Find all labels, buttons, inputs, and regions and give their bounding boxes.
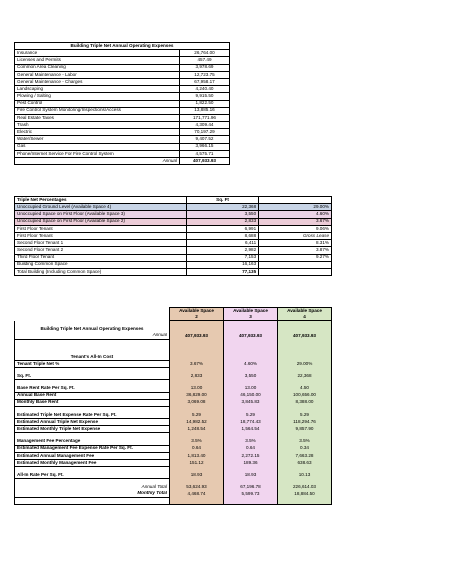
row-value: 407,933.93 (278, 333, 332, 340)
expense-value: 67,958.17 (180, 78, 230, 85)
column-header: Available Space 4 (278, 308, 332, 321)
row-value: 4.60% (224, 360, 278, 367)
table-row (15, 57, 230, 64)
expense-value: 457.49 (180, 57, 230, 64)
table-row (15, 218, 332, 225)
space-percent: 4.60% (259, 211, 332, 218)
tenant-all-in-cost-table (14, 307, 332, 505)
row-value (224, 354, 278, 361)
expense-value: 4,309.44 (180, 122, 230, 129)
expense-label: General Maintenance - Charges (15, 78, 180, 85)
row-value: 13.00 (224, 385, 278, 392)
row-value: 29.00% (278, 360, 332, 367)
row-value: 0.64 (224, 445, 278, 452)
expense-label: Phone/Internet Service For Fire Control System (15, 150, 180, 157)
table-header-row (15, 43, 230, 50)
row-label: Estimated Triple Net Expense Rate Per Sq. Ft. (15, 412, 170, 419)
space-sqft: 16,163 (186, 261, 258, 268)
expense-value: 12,723.75 (180, 71, 230, 78)
row-label: Annual Base Rent (15, 392, 170, 399)
row-value: 10.13 (278, 472, 332, 479)
row-value: 100,656.00 (278, 392, 332, 399)
expense-label: Landscaping (15, 86, 180, 93)
space-percent: 9.27% (259, 254, 332, 261)
row-value: 22,368 (278, 373, 332, 380)
space-percent: Gross Lease (259, 232, 332, 239)
space-label: Second Floor Tenant 2 (15, 247, 187, 254)
table-row (15, 385, 332, 392)
table-row (15, 261, 332, 268)
table-row (15, 50, 230, 57)
space-percent (259, 261, 332, 268)
row-label: Building Triple Net Annual Operating Expenses (15, 326, 170, 332)
row-value: 53,624.93 (170, 484, 224, 490)
row-value: 1,564.54 (224, 426, 278, 433)
row-value: 3.5% (278, 438, 332, 445)
table-row (15, 426, 332, 433)
row-label (15, 339, 170, 354)
table-row (15, 211, 332, 218)
row-value: 4,468.74 (170, 491, 224, 498)
expense-value: 171,771.96 (180, 114, 230, 121)
space-sqft: 2,833 (186, 218, 258, 225)
row-value: 46,150.00 (224, 392, 278, 399)
space-label: Second Floor Tenant 1 (15, 240, 187, 247)
space-percent: 8.31% (259, 240, 332, 247)
table-row (15, 204, 332, 211)
space-sqft: 8,688 (186, 232, 258, 239)
row-label: Monthly Base Rent (15, 399, 170, 406)
row-value: 18.93 (170, 472, 224, 479)
triple-net-percentages-table (14, 196, 332, 276)
expense-value: 13,885.16 (180, 107, 230, 114)
table-row (15, 247, 332, 254)
row-label: Tenant Triple Net % (15, 360, 170, 367)
table-row (15, 143, 230, 150)
table-row (15, 71, 230, 78)
space-label: Unoccupied Ground Level (Available Space 4) (15, 204, 187, 211)
table-row (15, 412, 332, 419)
row-value: 18.93 (224, 472, 278, 479)
row-value: 3,845.83 (224, 399, 278, 406)
table-row (15, 86, 230, 93)
expense-label: Real Estate Taxes (15, 114, 180, 121)
row-value: 226,614.03 (278, 484, 332, 490)
row-value: 407,933.93 (170, 333, 224, 340)
space-sqft: 3,550 (186, 211, 258, 218)
expense-label: Insurance (15, 50, 180, 57)
row-label: Monthly Total (15, 491, 170, 498)
space-sqft: 6,991 (186, 225, 258, 232)
space-label: First Floor Tenant (15, 232, 187, 239)
expense-value: 4,240.40 (180, 86, 230, 93)
row-label: Management Fee Percentage (15, 438, 170, 445)
space-percent: 3.67% (259, 218, 332, 225)
expense-label: Gas (15, 143, 180, 150)
row-value: 189.36 (224, 460, 278, 467)
row-value: 8,388.00 (278, 399, 332, 406)
row-label: Estimated Annual Management Fee (15, 452, 170, 459)
row-value (278, 354, 332, 361)
row-value: 36,829.00 (170, 392, 224, 399)
row-label: Annual (15, 333, 170, 340)
expense-value: 1,822.50 (180, 100, 230, 107)
row-value: 3.5% (224, 438, 278, 445)
row-value: 407,933.93 (224, 333, 278, 340)
row-value: 4.50 (278, 385, 332, 392)
expense-value: 3,978.69 (180, 64, 230, 71)
row-value (278, 497, 332, 504)
row-label: Estimated Monthly Management Fee (15, 460, 170, 467)
row-value: 7,663.28 (278, 452, 332, 459)
row-value: 13.00 (170, 385, 224, 392)
space-label: Unoccupied Space on First Floor (Available Space 3) (15, 211, 187, 218)
space-sqft: 6,411 (186, 240, 258, 247)
table-row (15, 460, 332, 467)
table-row (15, 100, 230, 107)
row-value: 0.64 (170, 445, 224, 452)
row-value: 3.67% (170, 360, 224, 367)
table-row (15, 399, 332, 406)
expense-label: Common Area Cleaning (15, 64, 180, 71)
column-header: Available Space 2 (170, 308, 224, 321)
row-value: 118,294.76 (278, 419, 332, 426)
space-sqft: 2,982 (186, 247, 258, 254)
row-value: 3,069.08 (170, 399, 224, 406)
table-header-row (15, 197, 332, 204)
row-value (224, 497, 278, 504)
table-row (15, 491, 332, 498)
expense-value: 26,764.00 (180, 50, 230, 57)
space-percent: 9.06% (259, 225, 332, 232)
row-value: 638.63 (278, 460, 332, 467)
expense-label: Plowing / Salting (15, 93, 180, 100)
row-label: Annual Total (15, 484, 170, 490)
table-row (15, 445, 332, 452)
space-label: Unoccupied Space on First Floor (Available Space 2) (15, 218, 187, 225)
expense-value: 3,966.15 (180, 143, 230, 150)
table-row (15, 129, 230, 136)
row-label: Sq. Ft. (15, 373, 170, 380)
row-label: Tenant's All-In Cost (15, 354, 170, 361)
row-value: 2,272.15 (224, 452, 278, 459)
table-row (15, 114, 230, 121)
table-row (15, 472, 332, 479)
row-value: 5.29 (278, 412, 332, 419)
space-percent: 29.00% (259, 204, 332, 211)
space-label: Building Common Space (15, 261, 187, 268)
space-label: Total Building (Including Common Space) (15, 268, 187, 275)
row-value (278, 339, 332, 354)
table-row (15, 107, 230, 114)
row-value: 14,982.52 (170, 419, 224, 426)
row-value (170, 497, 224, 504)
table-row (15, 497, 332, 504)
space-sqft: 22,368 (186, 204, 258, 211)
row-label: Estimated Management Fee Expense Rate Per Sq. Ft. (15, 445, 170, 452)
row-value: 151.12 (170, 460, 224, 467)
row-value: 18,774.43 (224, 419, 278, 426)
table-row (15, 438, 332, 445)
space-sqft: 77,135 (186, 268, 258, 275)
row-value: 3.5% (170, 438, 224, 445)
expense-value: 9,915.50 (180, 93, 230, 100)
row-value: 67,196.78 (224, 484, 278, 490)
row-value: 9,857.90 (278, 426, 332, 433)
table-row (15, 122, 230, 129)
row-value (170, 339, 224, 354)
row-value: 18,884.50 (278, 491, 332, 498)
table-row (15, 268, 332, 275)
total-value: 407,933.93 (180, 158, 230, 165)
row-label (15, 497, 170, 504)
row-value (224, 339, 278, 354)
opex-row (15, 333, 332, 340)
table-row (15, 360, 332, 367)
expense-label: Licenses and Permits (15, 57, 180, 64)
row-value: 5,599.73 (224, 491, 278, 498)
expense-label: General Maintenance - Labor (15, 71, 180, 78)
expense-value: 70,197.29 (180, 129, 230, 136)
row-value: 0.34 (278, 445, 332, 452)
table-title: Building Triple Net Annual Operating Expenses (15, 43, 230, 50)
row-label: Base Rent Rate Per Sq. Ft. (15, 385, 170, 392)
table-row (15, 452, 332, 459)
table-row (15, 150, 230, 157)
expense-label: Pest Control (15, 100, 180, 107)
column-header: Available Space 3 (224, 308, 278, 321)
table-row (15, 254, 332, 261)
expense-label: Fire Control System Monitoring/Inspections/Access (15, 107, 180, 114)
row-value: 1,813.40 (170, 452, 224, 459)
row-value: 3,550 (224, 373, 278, 380)
column-header-row (15, 308, 332, 321)
row-label: All-In Rate Per Sq. Ft. (15, 472, 170, 479)
row-value: 1,248.54 (170, 426, 224, 433)
expense-label: Electric (15, 129, 180, 136)
expense-label: Water/Sewer (15, 136, 180, 143)
space-sqft: 7,153 (186, 254, 258, 261)
space-label: Third Floor Tenant (15, 254, 187, 261)
table-row (15, 232, 332, 239)
row-label: Estimated Monthly Triple Net Expense (15, 426, 170, 433)
table-row (15, 64, 230, 71)
table-row (15, 240, 332, 247)
table-row (15, 373, 332, 380)
table-row (15, 136, 230, 143)
total-row (15, 158, 230, 165)
table-row (15, 392, 332, 399)
table-row (15, 354, 332, 361)
row-value: 5.29 (170, 412, 224, 419)
row-value: 2,833 (170, 373, 224, 380)
table-row (15, 93, 230, 100)
expense-value: 4,575.71 (180, 150, 230, 157)
table-row (15, 225, 332, 232)
space-percent: 3.87% (259, 247, 332, 254)
table-row (15, 419, 332, 426)
expense-label: Trash (15, 122, 180, 129)
row-value (170, 354, 224, 361)
table-row (15, 78, 230, 85)
table-row (15, 339, 332, 354)
operating-expenses-table (14, 42, 230, 165)
sqft-header: Sq. Ft (186, 197, 258, 204)
expense-value: 9,407.52 (180, 136, 230, 143)
space-label: First Floor Tenant (15, 225, 187, 232)
row-label: Estimated Annual Triple Net Expense (15, 419, 170, 426)
total-label: Annual (15, 158, 180, 165)
table-title: Triple Net Percentages (15, 197, 187, 204)
row-value: 5.29 (224, 412, 278, 419)
space-percent (259, 268, 332, 275)
